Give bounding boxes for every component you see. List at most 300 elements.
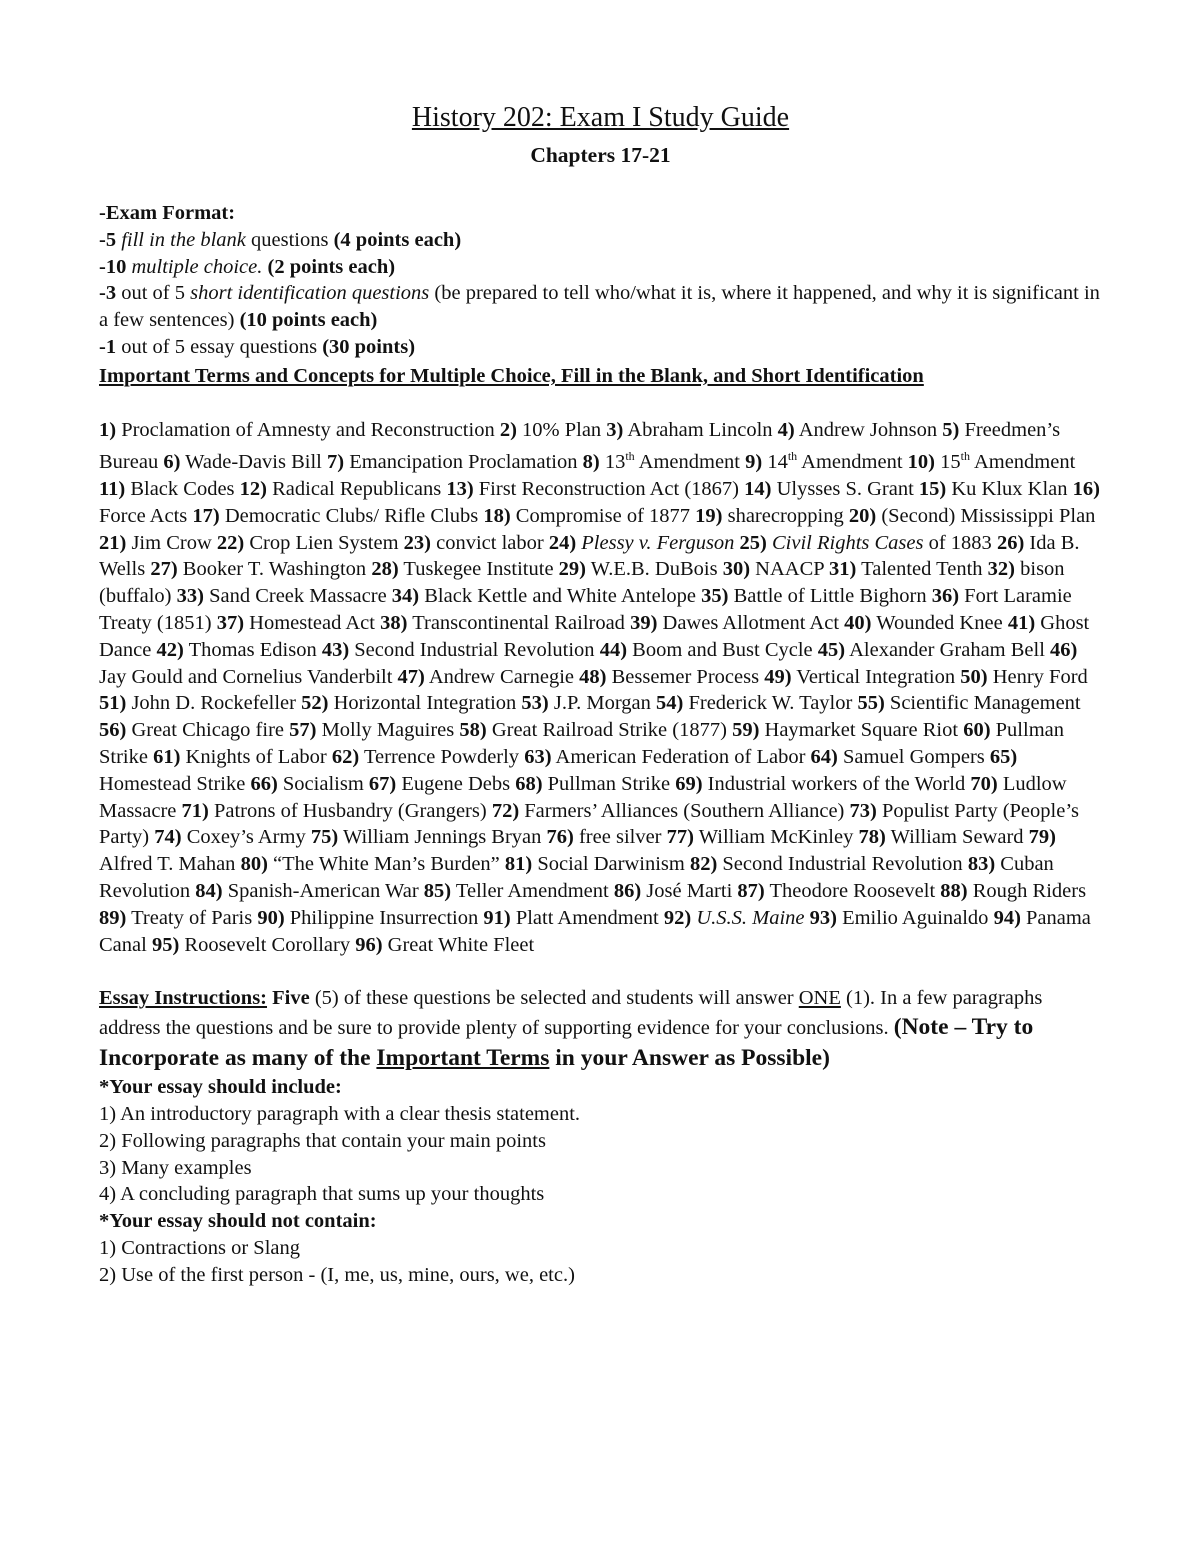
format-points: (2 points each) <box>267 255 396 278</box>
term-text: (Second) Mississippi Plan <box>881 504 1096 527</box>
term-item <box>99 719 284 741</box>
term-number: 70) <box>970 772 998 795</box>
term-text: Vertical Integration <box>796 665 956 688</box>
term-number: 81) <box>504 853 533 876</box>
exclude-item: 2) Use of the first person - (I, me, us, mine, ours, we, etc.) <box>99 1263 575 1286</box>
term-text: bison (buffalo) <box>99 558 1065 608</box>
term-text: Ulysses S. Grant <box>776 478 914 500</box>
term-item <box>829 558 983 580</box>
term-number: 6) <box>163 451 181 474</box>
term-number: 85) <box>423 879 452 902</box>
format-count: -10 <box>99 255 132 278</box>
term-text: sharecropping <box>727 504 844 527</box>
term-number: 60) <box>963 719 991 742</box>
term-item <box>849 505 1096 527</box>
term-item <box>579 666 759 688</box>
exclude-item: 1) Contractions or Slang <box>99 1236 300 1259</box>
term-number: 43) <box>321 638 350 661</box>
term-number: 67) <box>368 772 397 795</box>
term-text: Eugene Debs <box>401 772 511 795</box>
term-number: 10) <box>907 451 935 474</box>
term-item <box>695 505 844 527</box>
term-number: 96) <box>355 933 383 956</box>
term-item <box>818 639 1045 661</box>
term-number: 68) <box>515 772 543 795</box>
term-item <box>156 639 316 661</box>
term-number: 27) <box>150 558 178 581</box>
term-item <box>289 719 454 741</box>
term-number: 71) <box>181 799 209 822</box>
term-number: 39) <box>630 611 658 634</box>
term-number: 74) <box>154 826 182 849</box>
term-number: 13) <box>446 478 474 500</box>
term-item <box>857 692 1080 714</box>
term-text: Pullman Strike <box>547 772 671 795</box>
term-text: Roosevelt Corollary <box>184 933 351 956</box>
term-text: William McKinley <box>698 826 854 849</box>
essay-heading: Essay Instructions: <box>99 987 268 1010</box>
term-item <box>483 505 690 527</box>
chapters-subtitle: Chapters 17-21 <box>530 143 671 167</box>
term-number: 12) <box>239 478 267 500</box>
essay-section <box>99 985 1102 1288</box>
term-number: 30) <box>722 558 751 581</box>
term-item <box>515 773 670 795</box>
term-number: 76) <box>546 826 574 849</box>
term-number: 77) <box>666 826 694 849</box>
term-number: 62) <box>331 745 360 768</box>
term-item <box>355 934 534 956</box>
term-item <box>547 826 662 848</box>
include-item: 4) A concluding paragraph that sums up your thoughts <box>99 1183 545 1206</box>
term-text: Knights of Labor <box>185 745 327 768</box>
term-text: J.P. Morgan <box>553 692 651 715</box>
term-item <box>492 800 845 822</box>
term-number: 57) <box>289 719 317 742</box>
term-text: Thomas Edison <box>188 638 317 661</box>
term-number: 47) <box>397 665 425 688</box>
term-item <box>217 532 399 554</box>
note-important-terms: Important Terms <box>376 1045 550 1072</box>
note-start: (Note – Try to Incorporate as many of the <box>99 1014 1034 1072</box>
note-end: in your Answer as Possible) <box>549 1045 830 1072</box>
term-item <box>778 419 937 441</box>
term-text: Alexander Graham Bell <box>849 638 1045 661</box>
term-number: 16) <box>1072 478 1100 500</box>
term-number: 91) <box>483 906 511 929</box>
term-text: 14 <box>767 451 788 474</box>
term-text: Farmers’ Alliances (Southern Alliance) <box>524 799 845 822</box>
term-item <box>195 880 418 902</box>
term-item <box>737 880 935 902</box>
term-number: 36) <box>931 585 960 608</box>
term-number: 32) <box>987 558 1015 581</box>
term-text: Ku Klux Klan <box>951 478 1068 500</box>
term-item <box>392 585 696 607</box>
term-item <box>600 639 813 661</box>
terms-heading: Important Terms and Concepts for Multiple Choice, Fill in the Blank, and Short Identification <box>99 364 924 387</box>
term-number: 41) <box>1007 611 1036 634</box>
term-item <box>380 612 625 634</box>
term-number: 20) <box>848 504 877 527</box>
term-number: 44) <box>599 638 628 661</box>
term-item <box>301 692 516 714</box>
term-text: John D. Rockefeller <box>131 692 296 715</box>
study-guide-page <box>99 100 1102 1289</box>
term-text-suffix: of 1883 <box>923 531 992 554</box>
term-text: Cuban Revolution <box>99 853 1054 902</box>
format-line-short-id <box>99 280 1102 334</box>
term-number: 19) <box>695 504 723 527</box>
essay-text: (1). In a few paragraphs address the questions and be sure to provide plenty of supporting evidence for your conclusions. <box>99 987 1043 1040</box>
term-item <box>257 907 478 929</box>
term-number: 73) <box>849 799 877 822</box>
exclude-heading: *Your essay should not contain: <box>99 1210 377 1233</box>
term-text: Pullman Strike <box>99 719 1064 768</box>
term-item <box>459 719 727 741</box>
term-text: Proclamation of Amnesty and Reconstruction <box>121 418 495 441</box>
term-text: Theodore Roosevelt <box>769 879 936 902</box>
term-text: Social Darwinism <box>537 853 685 876</box>
term-text: convict labor <box>436 531 544 554</box>
term-number: 24) <box>548 531 577 554</box>
format-type: fill in the blank <box>121 228 246 251</box>
term-text: Andrew Johnson <box>798 418 938 441</box>
term-item <box>723 558 824 580</box>
term-number: 4) <box>777 418 795 441</box>
term-superscript: th <box>625 449 635 464</box>
term-text: W.E.B. DuBois <box>590 558 718 581</box>
term-number: 58) <box>459 719 487 742</box>
term-item <box>99 692 296 714</box>
term-number: 38) <box>380 611 408 634</box>
term-text: Populist Party (People’s Party) <box>99 799 1080 849</box>
term-text: 15 <box>940 451 961 474</box>
term-text: Patrons of Husbandry (Grangers) <box>213 799 487 822</box>
term-item <box>606 419 772 441</box>
term-number: 78) <box>858 826 886 849</box>
terms-list <box>99 417 1102 959</box>
term-text: Great Railroad Strike (1877) <box>491 719 727 742</box>
term-item <box>940 880 1086 902</box>
essay-instructions <box>99 985 1102 1074</box>
term-text-suffix: Amendment <box>969 451 1076 474</box>
term-number: 22) <box>216 531 245 554</box>
term-item <box>424 880 609 902</box>
term-number: 35) <box>701 585 729 608</box>
term-number: 84) <box>195 879 223 902</box>
term-number: 88) <box>940 879 968 902</box>
term-number: 26) <box>996 531 1025 554</box>
term-item <box>583 451 740 473</box>
term-item <box>675 773 965 795</box>
term-item <box>844 612 1003 634</box>
format-text: out of 5 essay questions <box>121 335 323 358</box>
term-item <box>614 880 732 902</box>
term-number: 92) <box>663 906 692 929</box>
term-item <box>182 800 487 822</box>
term-number: 2) <box>499 418 517 441</box>
term-text: Tuskegee Institute <box>403 558 554 581</box>
term-text: Socialism <box>282 772 364 795</box>
term-number: 46) <box>1050 638 1078 661</box>
term-text: Platt Amendment <box>515 906 659 929</box>
term-text: Plessy v. Ferguson <box>581 531 735 554</box>
term-text: Teller Amendment <box>455 879 609 902</box>
term-text: Ludlow Massacre <box>99 772 1067 822</box>
term-item <box>811 746 985 768</box>
term-item <box>446 478 739 500</box>
term-text: Ida B. Wells <box>99 531 1080 581</box>
term-number: 56) <box>99 719 127 742</box>
term-item <box>152 934 350 956</box>
term-item <box>740 532 992 554</box>
term-text: Panama Canal <box>99 906 1091 956</box>
term-item <box>177 585 387 607</box>
term-number: 69) <box>675 772 703 795</box>
term-item <box>908 451 1076 473</box>
term-text: Black Codes <box>130 478 235 500</box>
term-text: Force Acts <box>99 504 188 527</box>
term-text: Bessemer Process <box>611 665 760 688</box>
term-number: 28) <box>371 558 399 581</box>
term-number: 52) <box>301 692 329 715</box>
term-text: Compromise of 1877 <box>515 504 691 527</box>
term-text: Black Kettle and White Antelope <box>424 585 696 608</box>
term-item <box>664 907 805 929</box>
term-item <box>744 478 914 500</box>
term-number: 50) <box>960 665 988 688</box>
term-number: 83) <box>967 853 996 876</box>
term-superscript: th <box>960 449 970 464</box>
term-number: 53) <box>521 692 549 715</box>
term-item <box>99 907 252 929</box>
term-number: 86) <box>613 879 642 902</box>
term-number: 55) <box>857 692 885 715</box>
term-number: 8) <box>582 451 600 474</box>
term-item <box>500 419 601 441</box>
term-item <box>153 746 327 768</box>
term-text: Battle of Little Bighorn <box>733 585 927 608</box>
term-text: Transcontinental Railroad <box>412 611 625 634</box>
term-text: Radical Republicans <box>272 478 442 500</box>
term-item <box>311 826 542 848</box>
term-item <box>369 773 510 795</box>
term-item <box>241 853 500 875</box>
term-number: 75) <box>310 826 339 849</box>
term-number: 82) <box>689 853 718 876</box>
term-text: Rough Riders <box>972 879 1087 902</box>
term-text: Civil Rights Cases <box>772 531 924 554</box>
term-text: Great Chicago fire <box>131 719 284 742</box>
term-text: Emilio Aguinaldo <box>842 906 989 929</box>
format-count: -1 <box>99 335 122 358</box>
format-count: -3 <box>99 282 122 305</box>
format-type: short identification questions <box>190 282 430 305</box>
term-text: Second Industrial Revolution <box>722 853 963 876</box>
format-points: (4 points each) <box>333 228 462 251</box>
term-number: 63) <box>524 745 552 768</box>
format-line-essay <box>99 334 1102 361</box>
term-item <box>667 826 854 848</box>
term-item <box>163 451 322 473</box>
term-superscript: th <box>787 449 798 464</box>
include-item: 1) An introductory paragraph with a clear thesis statement. <box>99 1102 581 1125</box>
term-text: Great White Fleet <box>387 933 535 956</box>
term-item <box>327 451 578 473</box>
term-text: Crop Lien System <box>249 531 399 554</box>
essay-five: Five <box>272 987 310 1010</box>
term-text: Andrew Carnegie <box>428 665 575 688</box>
term-number: 80) <box>240 853 268 876</box>
term-text: Dawes Allotment Act <box>662 611 840 634</box>
term-text: Ghost Dance <box>99 611 1090 661</box>
term-item <box>99 478 235 500</box>
term-text: Democratic Clubs/ Rifle Clubs <box>224 504 479 527</box>
format-text: questions <box>245 228 334 251</box>
term-number: 90) <box>257 906 285 929</box>
format-count: -5 <box>99 228 122 251</box>
term-item <box>524 746 805 768</box>
term-text: Freedmen’s Bureau <box>99 418 1061 474</box>
term-text: William Seward <box>890 826 1024 849</box>
term-number: 45) <box>817 638 846 661</box>
term-text: Spanish-American War <box>227 879 419 902</box>
term-item <box>332 746 519 768</box>
term-text: Haymarket Square Riot <box>764 719 959 742</box>
format-points: (10 points each) <box>239 309 378 332</box>
term-item <box>192 505 478 527</box>
term-number: 23) <box>403 531 431 554</box>
term-number: 3) <box>606 418 624 441</box>
format-points: (30 points) <box>322 335 416 358</box>
term-text: Scientific Management <box>889 692 1081 715</box>
term-number: 48) <box>579 665 607 688</box>
term-item <box>745 451 902 473</box>
term-number: 11) <box>99 478 126 500</box>
term-text: Boom and Bust Cycle <box>632 638 813 661</box>
term-text: Frederick W. Taylor <box>688 692 853 715</box>
term-item <box>521 692 650 714</box>
term-number: 65) <box>989 745 1018 768</box>
term-text: Terrence Powderly <box>363 745 520 768</box>
term-text: William Jennings Bryan <box>342 826 542 849</box>
term-number: 54) <box>656 692 684 715</box>
term-item <box>250 773 363 795</box>
term-item <box>217 612 375 634</box>
term-text: Wade-Davis Bill <box>185 451 322 474</box>
term-item <box>858 826 1023 848</box>
term-number: 17) <box>192 504 220 527</box>
format-line-fill-in <box>99 227 1102 254</box>
term-item <box>150 558 366 580</box>
term-text: Second Industrial Revolution <box>354 638 595 661</box>
term-text: Homestead Strike <box>99 772 246 795</box>
term-item <box>99 532 212 554</box>
term-item <box>371 558 553 580</box>
term-item <box>483 907 658 929</box>
term-text: Wounded Knee <box>876 611 1003 634</box>
term-text: Samuel Gompers <box>842 745 985 768</box>
include-heading: *Your essay should include: <box>99 1076 342 1099</box>
term-number: 25) <box>739 531 767 554</box>
term-text-suffix: Amendment <box>797 451 903 474</box>
term-text: Sand Creek Massacre <box>209 585 387 608</box>
term-number: 95) <box>151 933 180 956</box>
term-text: 10% Plan <box>522 418 602 441</box>
term-text: Henry Ford <box>992 665 1088 688</box>
term-number: 61) <box>153 745 181 768</box>
term-number: 14) <box>744 478 772 500</box>
exam-format-section <box>99 200 1102 361</box>
term-item <box>764 666 955 688</box>
term-text: Abraham Lincoln <box>627 418 773 441</box>
term-number: 34) <box>391 585 420 608</box>
term-number: 64) <box>810 745 838 768</box>
term-item <box>810 907 989 929</box>
term-text: free silver <box>578 826 662 849</box>
term-number: 7) <box>327 451 345 474</box>
term-text: Horizontal Integration <box>333 692 517 715</box>
include-item: 3) Many examples <box>99 1156 252 1179</box>
term-item <box>154 826 305 848</box>
term-text: Alfred T. Mahan <box>99 853 236 876</box>
term-text: Treaty of Paris <box>131 906 253 929</box>
term-number: 94) <box>993 906 1021 929</box>
term-text: Booker T. Washington <box>182 558 367 581</box>
term-number: 42) <box>156 638 184 661</box>
term-text: Fort Laramie Treaty (1851) <box>99 585 1072 634</box>
term-text: Industrial workers of the World <box>707 772 966 795</box>
term-number: 49) <box>764 665 792 688</box>
term-number: 18) <box>483 504 511 527</box>
term-number: 31) <box>829 558 857 581</box>
format-type: multiple choice. <box>131 255 263 278</box>
include-item: 2) Following paragraphs that contain your main points <box>99 1129 546 1152</box>
term-item <box>656 692 852 714</box>
term-number: 15) <box>918 478 947 500</box>
term-text: Talented Tenth <box>861 558 983 581</box>
format-text: out of 5 <box>121 282 191 305</box>
term-text: Homestead Act <box>249 611 375 634</box>
term-number: 93) <box>809 906 837 929</box>
format-line-multiple-choice <box>99 254 1102 281</box>
term-number: 40) <box>844 611 872 634</box>
term-item <box>960 666 1088 688</box>
term-item <box>630 612 839 634</box>
term-item <box>559 558 718 580</box>
term-item <box>690 853 963 875</box>
term-number: 51) <box>99 692 127 715</box>
term-item <box>505 853 685 875</box>
term-text: José Marti <box>646 879 733 902</box>
term-number: 72) <box>491 799 520 822</box>
term-item <box>404 532 544 554</box>
term-text: First Reconstruction Act (1867) <box>478 478 739 500</box>
term-item <box>549 532 735 554</box>
term-item <box>99 419 495 441</box>
term-item <box>919 478 1068 500</box>
term-text: American Federation of Labor <box>555 745 806 768</box>
term-text: 13 <box>604 451 626 474</box>
term-text: Emancipation Proclamation <box>349 451 578 474</box>
term-item <box>240 478 442 500</box>
term-number: 89) <box>99 906 127 929</box>
term-number: 9) <box>745 451 763 474</box>
term-text: Jay Gould and Cornelius Vanderbilt <box>99 665 393 688</box>
term-number: 29) <box>558 558 586 581</box>
format-text: (be prepared to tell who/what it is, where it happened, and why it is significant in a few sentences) <box>99 282 1100 332</box>
